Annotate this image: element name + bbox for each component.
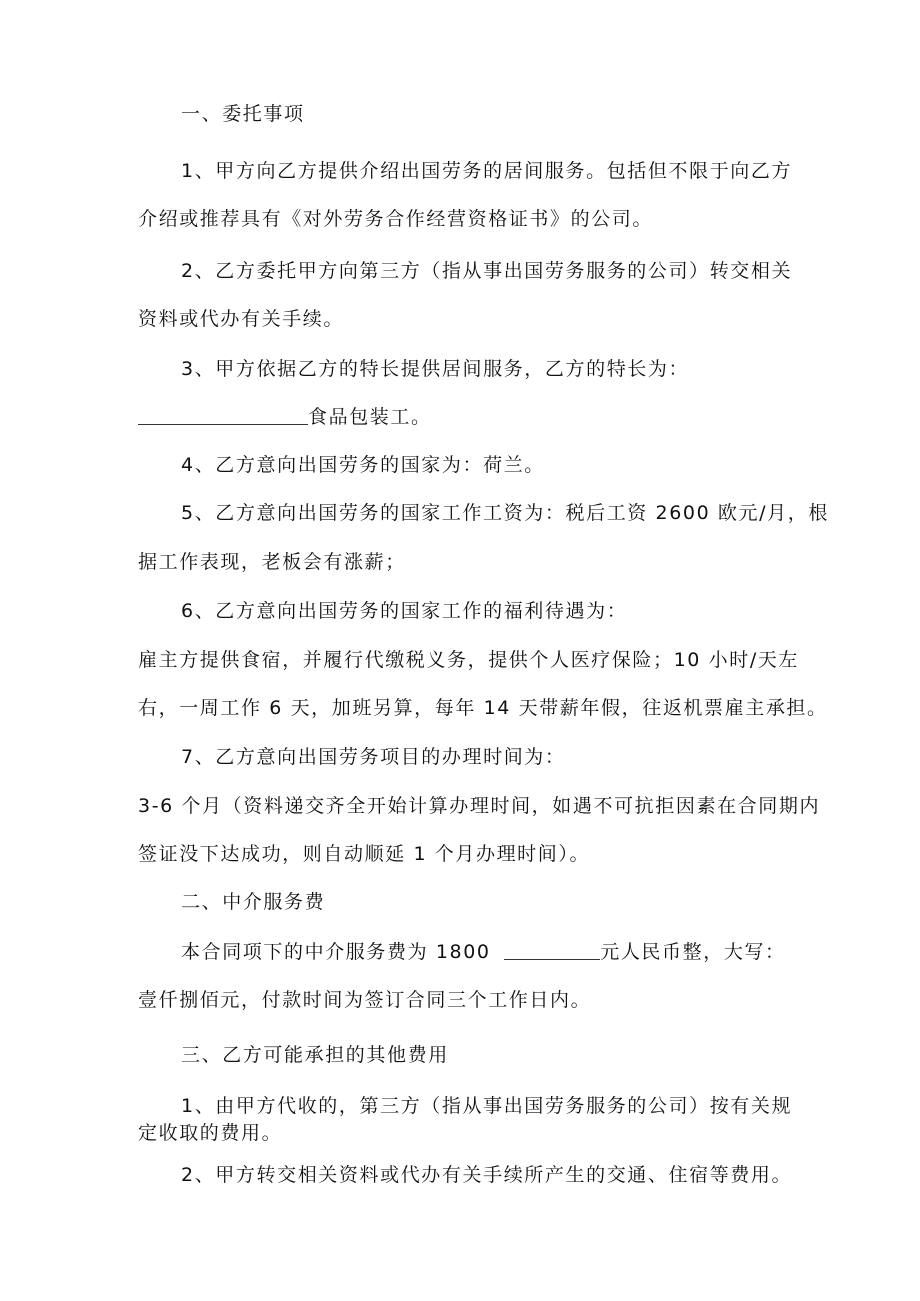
- section-heading-other-fees: 三、乙方可能承担的其他费用: [181, 1044, 449, 1066]
- item-5-line-1: 5、乙方意向出国劳务的国家工作工资为：税后工资 2600 欧元/月，根: [181, 502, 829, 524]
- item-1-line-2: 介绍或推荐具有《对外劳务合作经营资格证书》的公司。: [138, 208, 654, 230]
- other-fees-item-2-line-1: 2、甲方转交相关资料或代办有关手续所产生的交通、住宿等费用。: [181, 1164, 793, 1186]
- specialty-value: 食品包装工。: [308, 406, 432, 428]
- item-3-line-1: 3、甲方依据乙方的特长提供居间服务，乙方的特长为：: [181, 358, 690, 380]
- other-fees-item-1-line-2: 定收取的费用。: [138, 1122, 283, 1144]
- section-heading-entrusted-matters: 一、委托事项: [181, 103, 305, 125]
- item-2-line-2: 资料或代办有关手续。: [138, 308, 345, 330]
- item-1-line-1: 1、甲方向乙方提供介绍出国劳务的居间服务。包括但不限于向乙方: [181, 160, 793, 182]
- item-4-line-1: 4、乙方意向出国劳务的国家为：荷兰。: [181, 454, 545, 476]
- item-7-line-2: 3-6 个月（资料递交齐全开始计算办理时间，如遇不可抗拒因素在合同期内: [138, 795, 821, 817]
- fill-in-blank: [504, 958, 600, 960]
- fill-in-blank: [138, 423, 308, 425]
- item-2-line-1: 2、乙方委托甲方向第三方（指从事出国劳务服务的公司）转交相关: [181, 260, 793, 282]
- item-5-line-2: 据工作表现，老板会有涨薪；: [138, 551, 406, 573]
- section-heading-service-fee: 二、中介服务费: [181, 891, 326, 913]
- item-6-line-1: 6、乙方意向出国劳务的国家工作的福利待遇为：: [181, 600, 628, 622]
- other-fees-item-1-line-1: 1、由甲方代收的，第三方（指从事出国劳务服务的公司）按有关规: [181, 1095, 793, 1117]
- item-6-line-3: 右，一周工作 6 天，加班另算，每年 14 天带薪年假，往返机票雇主承担。: [138, 697, 828, 719]
- service-fee-line-1: [181, 943, 786, 962]
- item-3-specialty-line: [138, 408, 432, 427]
- item-7-line-1: 7、乙方意向出国劳务项目的办理时间为：: [181, 746, 566, 768]
- item-6-line-2: 雇主方提供食宿，并履行代缴税义务，提供个人医疗保险；10 小时/天左: [138, 649, 800, 671]
- service-fee-prefix: 本合同项下的中介服务费为 1800: [181, 941, 491, 963]
- service-fee-suffix: 元人民币整，大写：: [600, 941, 786, 963]
- service-fee-line-2: 壹仟捌佰元，付款时间为签订合同三个工作日内。: [138, 989, 592, 1011]
- item-7-line-3: 签证没下达成功，则自动顺延 1 个月办理时间）。: [138, 843, 591, 865]
